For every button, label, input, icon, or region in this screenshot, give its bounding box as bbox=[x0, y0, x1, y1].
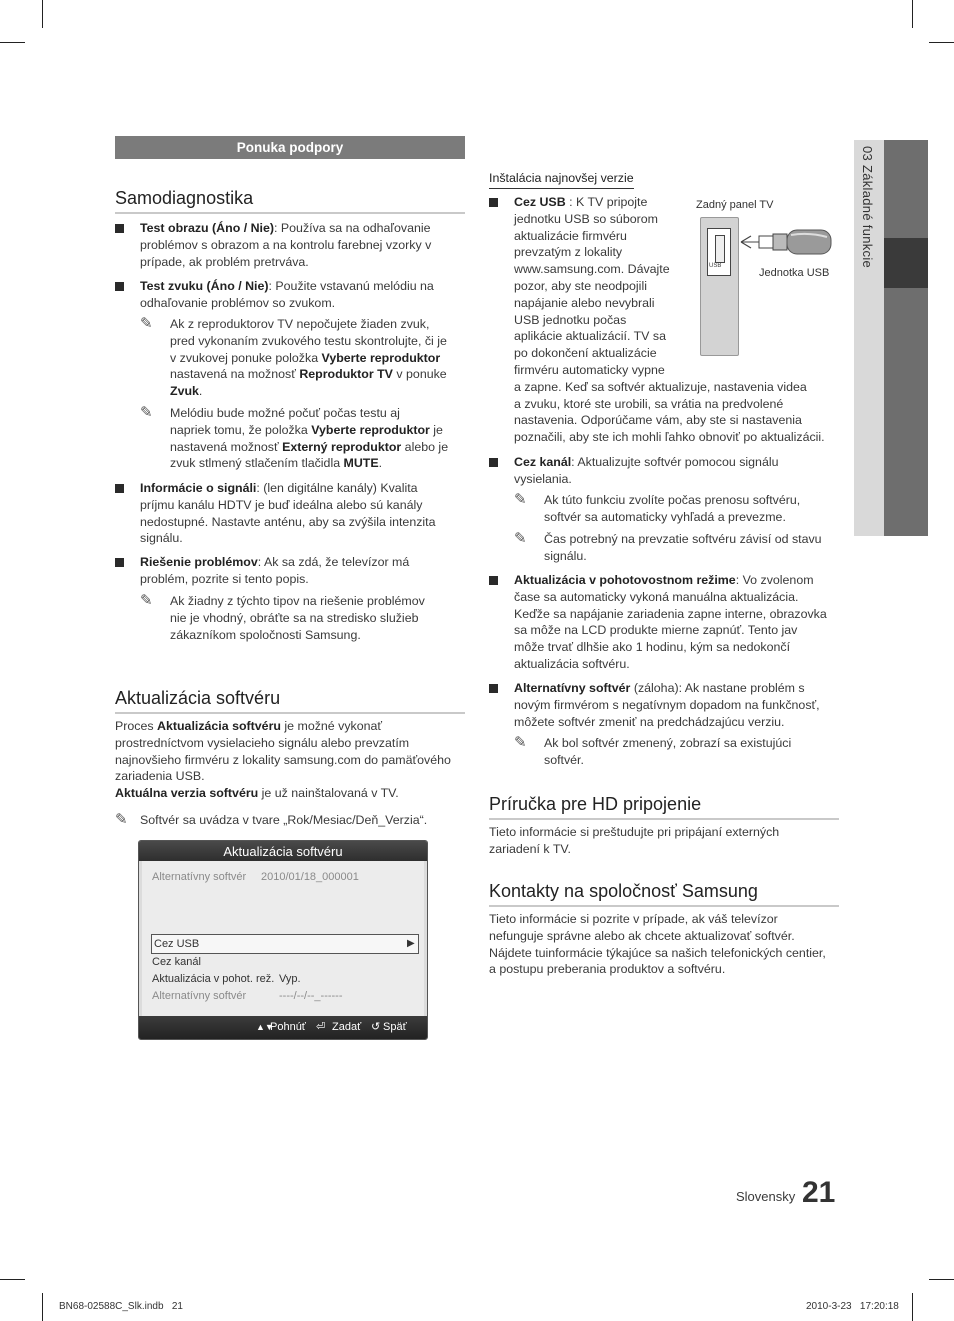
bullet-square bbox=[489, 198, 498, 207]
chapter-tab-label: 03 Základné funkcie bbox=[859, 146, 875, 269]
term: Cez USB bbox=[514, 195, 566, 209]
text: nastavená možnosť bbox=[170, 439, 283, 454]
text: je už nainštalovaná v TV. bbox=[258, 786, 399, 801]
text: nefunguje správne alebo ak chcete aktualizovať softvér. bbox=[489, 928, 795, 943]
page-number: 21 bbox=[802, 1176, 836, 1209]
osd-foot-enter: Zadať bbox=[332, 1021, 362, 1033]
term: Externý reproduktor bbox=[282, 439, 402, 454]
text: Softvér sa uvádza v tvare „Rok/Mesiac/Deň_Verzia“. bbox=[140, 813, 428, 827]
paragraph-kontakty bbox=[489, 911, 844, 978]
text: www.samsung.com. Dávajte bbox=[514, 262, 670, 277]
term: Test obrazu (Áno / Nie) bbox=[140, 221, 275, 235]
heading-kontakty: Kontakty na spoločnosť Samsung bbox=[489, 880, 839, 907]
text: : Používa sa na odhaľovanie bbox=[274, 221, 431, 235]
figure-usb-label: Jednotka USB bbox=[759, 267, 830, 279]
text: najnovšieho firmvéru z lokality samsung.com do pamäťového bbox=[115, 752, 451, 767]
bullet-square bbox=[115, 224, 124, 233]
term: Aktuálna verzia softvéru bbox=[115, 786, 259, 801]
text: zvuk stlmený stlačením tlačidla bbox=[170, 456, 344, 471]
term: Vyberte reproduktor bbox=[311, 422, 430, 437]
text: aktualizácia softvéru. bbox=[514, 656, 630, 671]
text: prevzatým z lokality bbox=[514, 245, 623, 260]
osd-item-alt-value: ----/--/--_------ bbox=[279, 990, 343, 1002]
term: Aktualizácia softvéru bbox=[157, 719, 281, 733]
section-banner: Ponuka podpory bbox=[115, 136, 465, 159]
text: Ak túto funkciu zvolíte počas prenosu softvéru, bbox=[544, 493, 801, 507]
osd-foot-move: Pohnúť bbox=[270, 1021, 306, 1033]
text: a postupu preberania produktov a softvéru. bbox=[489, 962, 726, 977]
text: softvér. bbox=[544, 752, 584, 767]
text: odhaľovanie problémov so zvukom. bbox=[140, 295, 336, 310]
text: prostredníctvom vysielacieho signálu alebo prevzatím bbox=[115, 735, 410, 750]
paragraph-aktualizacia bbox=[115, 718, 470, 802]
pencil-note-icon: ✎ bbox=[140, 404, 153, 421]
text: zariadenia USB. bbox=[115, 769, 205, 784]
chapter-tab-marker bbox=[884, 238, 928, 288]
text: pred vykonaním zvukového testu skontrolujte, či je bbox=[170, 333, 447, 348]
heading-aktualizacia-softveru: Aktualizácia softvéru bbox=[115, 687, 465, 714]
text: : Ak sa zdá, že televízor má bbox=[257, 555, 410, 569]
bullet-square bbox=[115, 558, 124, 567]
osd-item-usb[interactable] bbox=[151, 934, 419, 954]
bullet-square bbox=[115, 484, 124, 493]
text: je možné vykonať bbox=[280, 719, 383, 733]
term: Informácie o signáli bbox=[140, 481, 257, 495]
text: Čas potrebný na prevzatie softvéru závisí od stavu bbox=[544, 532, 822, 546]
text: aktualizácie firmvéru bbox=[514, 228, 627, 243]
osd-body bbox=[142, 861, 424, 1016]
text: čase sa automaticky vykoná manuálna aktualizácia. bbox=[514, 589, 799, 604]
paragraph-hd bbox=[489, 824, 844, 858]
text: Ak z reproduktorov TV nepočujete žiaden zvuk, bbox=[170, 317, 430, 331]
text: v ponuke bbox=[392, 367, 447, 382]
text: : Použite vstavanú melódiu na bbox=[268, 279, 434, 293]
osd-item-alt: Alternatívny softvér bbox=[152, 990, 247, 1002]
text: prípade, ak problém pretrváva. bbox=[140, 254, 309, 269]
term: Riešenie problémov bbox=[140, 555, 258, 569]
text: nie je vhodný, obráťte sa na stredisko služieb bbox=[170, 610, 419, 625]
term: Vyberte reproduktor bbox=[321, 350, 441, 365]
text: problémov s obrazom a na kontrolu farebnej vzorky v bbox=[140, 237, 432, 252]
updown-arrows-icon: ▲▼ bbox=[256, 1022, 274, 1032]
crop-mark bbox=[912, 0, 913, 28]
text: Ak bol softvér zmenený, zobrazí sa existujúci bbox=[544, 736, 792, 750]
bullet-square bbox=[489, 684, 498, 693]
text: . bbox=[198, 384, 203, 399]
text: poznačili, aby ste ich mohli ľahko obnoviť po aktualizácii. bbox=[514, 430, 825, 445]
term: Test zvuku (Áno / Nie) bbox=[140, 279, 269, 293]
osd-item-pohot[interactable]: Aktualizácia v pohot. rež. bbox=[152, 973, 275, 985]
term: Cez kanál bbox=[514, 455, 572, 469]
text: aplikácie aktualizácií. TV sa bbox=[514, 329, 666, 344]
pencil-note-icon: ✎ bbox=[514, 491, 527, 508]
text: Keďže sa napájanie zariadenia zapne interne, obrazovka bbox=[514, 606, 827, 621]
osd-alt-label: Alternatívny softvér bbox=[152, 871, 247, 883]
return-icon: ↺ bbox=[371, 1021, 381, 1033]
arrow-right-icon: ▶ bbox=[407, 938, 415, 949]
crop-mark bbox=[42, 0, 43, 28]
crop-mark bbox=[0, 1279, 25, 1280]
text: pozor, aby ste neodpojili bbox=[514, 278, 647, 293]
footer-date: 2010-3-23 17:20:18 bbox=[806, 1301, 899, 1312]
osd-alt-value: 2010/01/18_000001 bbox=[261, 871, 359, 883]
pencil-note-icon: ✎ bbox=[140, 315, 153, 332]
figure-tv-panel-label: Zadný panel TV bbox=[696, 199, 774, 211]
pencil-note-icon: ✎ bbox=[514, 530, 527, 547]
text: alebo je bbox=[401, 439, 449, 454]
text: nedostupné. Nastavte anténu, aby sa zvýšila intenzita bbox=[140, 514, 436, 529]
term: Aktualizácia v pohotovostnom režime bbox=[514, 573, 736, 587]
text: príjmu kanálu HDTV je buď ideálna alebo sú kanály bbox=[140, 497, 423, 512]
enter-icon: ⏎ bbox=[316, 1021, 326, 1033]
usb-port-icon bbox=[707, 228, 731, 276]
text: Tieto informácie si preštudujte pri pripájaní externých bbox=[489, 825, 780, 839]
text: signálu. bbox=[140, 531, 183, 546]
text: USB jednotku počas bbox=[514, 312, 627, 327]
text: softvér sa automaticky vyhľadá a prevezme. bbox=[544, 509, 786, 524]
text: firmvéru automaticky vypne bbox=[514, 362, 665, 377]
term: Reproduktor TV bbox=[299, 367, 393, 382]
subheading-instalacia: Inštalácia najnovšej verzie bbox=[489, 170, 634, 189]
text: . bbox=[378, 456, 383, 471]
text: a zvuku, ktoré ste urobili, sa vrátia na predvolené bbox=[514, 396, 784, 411]
osd-item-kanal[interactable]: Cez kanál bbox=[152, 956, 201, 968]
text: Nájdete tuinformácie týkajúce sa našich telefonických centier, bbox=[489, 945, 826, 960]
bullet-square bbox=[489, 458, 498, 467]
text: Melódiu bude možné počuť počas testu aj bbox=[170, 406, 400, 420]
text: Proces bbox=[115, 719, 158, 733]
osd-software-update-menu bbox=[138, 840, 428, 1040]
text: nastavenia. Odporúčame vám, aby ste si nastavenia bbox=[514, 413, 802, 428]
heading-samodiagnostika: Samodiagnostika bbox=[115, 187, 465, 214]
text: nastavená na možnosť bbox=[170, 367, 300, 382]
footer-language: Slovensky bbox=[736, 1189, 796, 1204]
text: problém, pozrite si tento popis. bbox=[140, 571, 309, 586]
bullet-square bbox=[489, 576, 498, 585]
footer-file-info: BN68-02588C_Slk.indb 21 bbox=[59, 1301, 183, 1312]
chapter-tab-strip bbox=[884, 140, 928, 536]
text: : K TV pripojte bbox=[565, 195, 648, 209]
text: (záloha): Ak nastane problém s bbox=[630, 681, 805, 695]
usb-stick-illustration bbox=[739, 227, 834, 257]
text: : Vo zvolenom bbox=[735, 573, 814, 587]
text: môže trvať dlhšie ako 1 hodinu, kým sa nedokončí bbox=[514, 640, 791, 655]
text: a zapne. Keď sa softvér aktualizuje, nastavenia videa bbox=[514, 379, 807, 394]
crop-mark bbox=[912, 1293, 913, 1321]
text: je bbox=[429, 422, 443, 437]
term: Alternatívny softvér bbox=[514, 681, 631, 695]
pencil-note-icon: ✎ bbox=[514, 734, 527, 751]
text: Ak žiadny z týchto tipov na riešenie problémov bbox=[170, 594, 425, 608]
text: jednotku USB so súborom bbox=[514, 211, 658, 226]
text: po dokončení aktualizácie bbox=[514, 346, 657, 361]
bullet-square bbox=[115, 282, 124, 291]
osd-footer bbox=[139, 1016, 427, 1039]
text: sa môže na LCD produkte mierne zapnúť. Tento jav bbox=[514, 623, 798, 638]
text: novým firmvérom s negatívnym dopadom na funkčnosť, bbox=[514, 697, 820, 712]
osd-title: Aktualizácia softvéru bbox=[139, 841, 427, 861]
heading-hd-pripojenie: Príručka pre HD pripojenie bbox=[489, 793, 839, 820]
osd-item-usb-label: Cez USB bbox=[154, 938, 200, 950]
text: Tieto informácie si pozrite v prípade, ak váš televízor bbox=[489, 912, 778, 926]
text: zákazníkom spoločnosti Samsung. bbox=[170, 627, 361, 642]
crop-mark bbox=[0, 42, 25, 43]
osd-item-pohot-value: Vyp. bbox=[279, 973, 301, 985]
crop-mark bbox=[929, 42, 954, 43]
text: napájanie alebo nevybrali bbox=[514, 295, 655, 310]
text: : (len digitálne kanály) Kvalita bbox=[256, 481, 418, 495]
text: signálu. bbox=[544, 548, 587, 563]
text: vysielania. bbox=[514, 471, 572, 486]
text: napriek tomu, že položka bbox=[170, 422, 312, 437]
crop-mark bbox=[42, 1293, 43, 1321]
text: v zvukovej ponuke položka bbox=[170, 350, 322, 365]
tv-back-panel-illustration bbox=[700, 217, 739, 356]
term: Zvuk bbox=[170, 384, 199, 399]
text: zariadení k TV. bbox=[489, 841, 571, 856]
text: môžete softvér zmeniť na predchádzajúcu verziu. bbox=[514, 714, 785, 729]
usb-port-label: USB bbox=[709, 263, 722, 269]
osd-foot-back: Späť bbox=[383, 1021, 407, 1033]
pencil-note-icon: ✎ bbox=[140, 592, 153, 609]
pencil-note-icon: ✎ bbox=[115, 811, 128, 828]
text: : Aktualizujte softvér pomocou signálu bbox=[571, 455, 779, 469]
term: MUTE bbox=[343, 456, 379, 471]
crop-mark bbox=[929, 1279, 954, 1280]
